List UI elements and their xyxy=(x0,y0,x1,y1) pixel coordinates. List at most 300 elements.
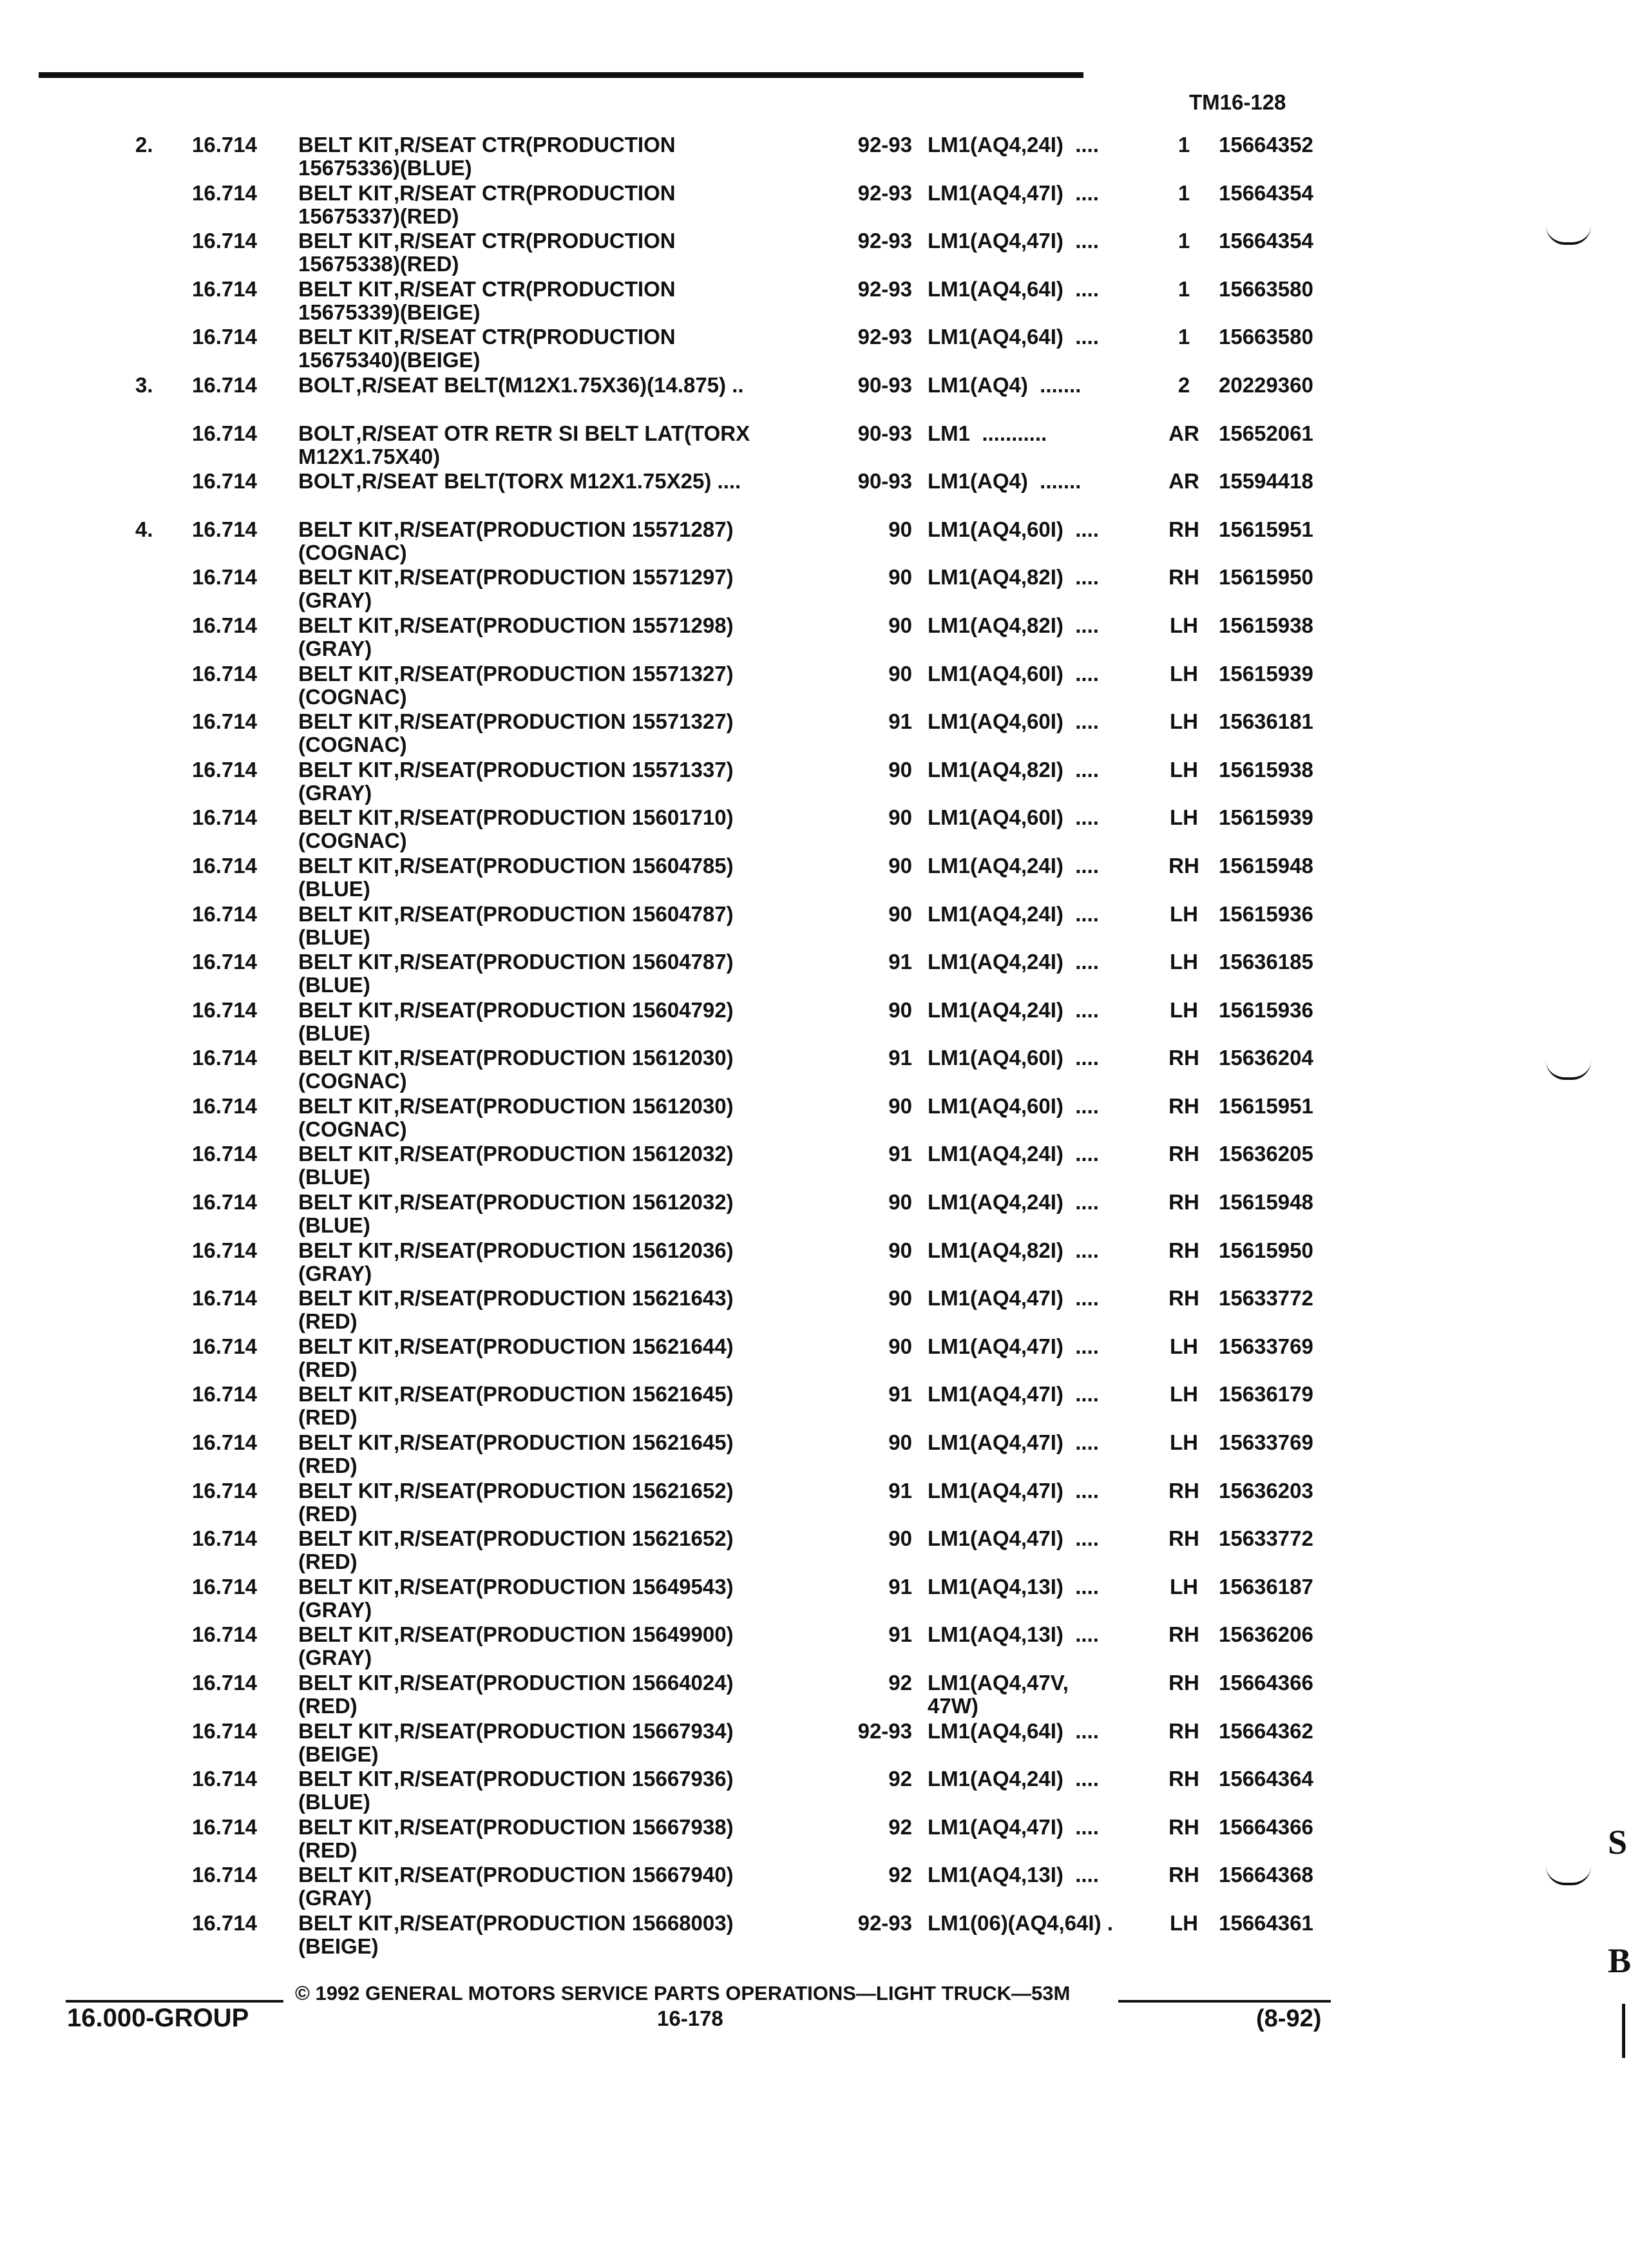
part-number: 15594418 xyxy=(1219,469,1313,494)
model-years: 92 xyxy=(888,1767,912,1791)
part-name: BELT KIT xyxy=(298,565,393,590)
part-number: 15615951 xyxy=(1219,1093,1313,1118)
model-usage xyxy=(928,1863,1099,1887)
part-description xyxy=(298,854,839,901)
model-years: 90-93 xyxy=(857,469,912,494)
figure-number: 4. xyxy=(135,517,153,541)
part-name: BELT KIT xyxy=(298,1430,393,1455)
group-number: 16.714 xyxy=(192,853,257,878)
part-detail: ,R/SEAT(PRODUCTION 15667936) xyxy=(394,1767,734,1791)
parts-row xyxy=(0,1767,1385,1816)
part-detail-continued: (COGNAC) xyxy=(298,1117,407,1141)
model-usage xyxy=(928,1239,1099,1262)
part-detail: ,R/SEAT CTR(PRODUCTION xyxy=(394,180,676,205)
model-years: 90 xyxy=(888,661,912,686)
model-years: 92 xyxy=(888,1671,912,1695)
part-detail: ,R/SEAT(PRODUCTION 15571297) xyxy=(394,565,734,590)
group-number: 16.714 xyxy=(192,565,257,590)
part-number: 15615936 xyxy=(1219,997,1313,1022)
part-number: 15615936 xyxy=(1219,901,1313,926)
part-detail: ,R/SEAT(PRODUCTION 15649900) xyxy=(394,1622,734,1647)
part-description xyxy=(298,1142,839,1189)
model-years: 90 xyxy=(888,1430,912,1455)
parts-row xyxy=(0,806,1385,854)
part-name: BELT KIT xyxy=(298,997,393,1022)
part-detail-continued: (BLUE) xyxy=(298,925,370,949)
parts-row xyxy=(0,662,1385,711)
model-usage-line: LM1(AQ4,64I) .... xyxy=(928,1718,1099,1743)
parts-row xyxy=(0,1046,1385,1095)
model-usage-continued: 47W) xyxy=(928,1694,978,1718)
part-name: BELT KIT xyxy=(298,901,393,926)
part-description xyxy=(298,518,839,564)
part-detail: ,R/SEAT(PRODUCTION 15571327) xyxy=(394,709,734,734)
group-number: 16.714 xyxy=(192,229,257,253)
part-detail-continued: (COGNAC) xyxy=(298,1069,407,1093)
parts-row xyxy=(0,1095,1385,1143)
part-number: 15636181 xyxy=(1219,709,1313,734)
model-usage xyxy=(928,1575,1099,1599)
part-detail: ,R/SEAT CTR(PRODUCTION xyxy=(394,229,676,253)
quantity: RH xyxy=(1168,853,1199,878)
part-number: 15663580 xyxy=(1219,276,1313,301)
part-number: 15636179 xyxy=(1219,1382,1313,1407)
group-number: 16.714 xyxy=(192,1767,257,1791)
part-detail: ,R/SEAT(PRODUCTION 15621645) xyxy=(394,1382,734,1407)
model-usage xyxy=(928,710,1099,733)
part-name: BELT KIT xyxy=(298,1190,393,1215)
part-name: BELT KIT xyxy=(298,276,393,301)
model-usage-line: LM1(AQ4,47I) .... xyxy=(928,1286,1099,1311)
parts-row xyxy=(0,854,1385,903)
model-years: 92-93 xyxy=(857,325,912,349)
model-usage xyxy=(928,374,1081,397)
part-detail: ,R/SEAT(PRODUCTION 15667938) xyxy=(394,1814,734,1839)
part-description xyxy=(298,614,839,660)
part-name: BELT KIT xyxy=(298,1334,393,1358)
model-usage xyxy=(928,1383,1099,1406)
part-number: 15664352 xyxy=(1219,133,1313,157)
group-number: 16.714 xyxy=(192,1814,257,1839)
parts-row xyxy=(0,710,1385,758)
model-usage xyxy=(928,470,1081,493)
part-description xyxy=(298,566,839,612)
part-number: 15664368 xyxy=(1219,1863,1313,1887)
part-name: BELT KIT xyxy=(298,1046,393,1070)
part-number: 15664354 xyxy=(1219,180,1313,205)
parts-row xyxy=(0,1720,1385,1768)
group-number: 16.714 xyxy=(192,1526,257,1551)
quantity: LH xyxy=(1170,1910,1198,1935)
parts-row xyxy=(0,278,1385,326)
model-usage-line: LM1(AQ4,47I) .... xyxy=(928,1814,1099,1839)
model-usage xyxy=(928,1720,1099,1743)
part-number: 15633772 xyxy=(1219,1286,1313,1311)
copyright-notice: © 1992 GENERAL MOTORS SERVICE PARTS OPERATIONS—LIGHT TRUCK—53M xyxy=(295,1982,1071,2004)
part-name: BOLT xyxy=(298,372,355,397)
part-detail-continued: (BLUE) xyxy=(298,1165,370,1189)
part-detail-continued: (GRAY) xyxy=(298,636,372,660)
part-name: BELT KIT xyxy=(298,805,393,830)
model-years: 90 xyxy=(888,1286,912,1311)
part-detail: ,R/SEAT(PRODUCTION 15668003) xyxy=(394,1910,734,1935)
part-detail-continued: (GRAY) xyxy=(298,1646,372,1670)
group-number: 16.714 xyxy=(192,805,257,830)
quantity: AR xyxy=(1168,421,1199,445)
model-years: 91 xyxy=(888,1142,912,1166)
group-number: 16.714 xyxy=(192,1093,257,1118)
quantity: RH xyxy=(1168,565,1199,590)
part-name: BELT KIT xyxy=(298,1382,393,1407)
check-mark xyxy=(1546,226,1591,245)
part-description xyxy=(298,950,839,997)
part-number: 15633772 xyxy=(1219,1526,1313,1551)
model-usage xyxy=(928,1095,1099,1118)
group-number: 16.714 xyxy=(192,1574,257,1599)
part-detail-continued: (BEIGE) xyxy=(298,1934,379,1958)
part-description xyxy=(298,758,839,805)
part-detail: ,R/SEAT(PRODUCTION 15604787) xyxy=(394,950,734,974)
group-number: 16.714 xyxy=(192,997,257,1022)
parts-row xyxy=(0,1479,1385,1528)
quantity: LH xyxy=(1170,661,1198,686)
group-number: 16.714 xyxy=(192,469,257,494)
model-years: 90 xyxy=(888,517,912,541)
group-number: 16.714 xyxy=(192,1334,257,1358)
model-years: 92-93 xyxy=(857,229,912,253)
group-number: 16.714 xyxy=(192,661,257,686)
part-number: 15664366 xyxy=(1219,1814,1313,1839)
model-usage-line: LM1(AQ4,24I) .... xyxy=(928,997,1099,1022)
part-description xyxy=(298,1046,839,1093)
group-number: 16.714 xyxy=(192,1622,257,1647)
part-description xyxy=(298,229,839,276)
model-usage-line: LM1(AQ4,47I) .... xyxy=(928,1334,1099,1358)
quantity: RH xyxy=(1168,1190,1199,1215)
part-detail-continued: (BLUE) xyxy=(298,1213,370,1238)
quantity: RH xyxy=(1168,1671,1199,1695)
model-years: 91 xyxy=(888,709,912,734)
footer-rule-left xyxy=(66,2000,283,2003)
model-usage-line: LM1(AQ4,82I) .... xyxy=(928,565,1099,590)
model-years: 91 xyxy=(888,1622,912,1647)
parts-row xyxy=(0,1142,1385,1191)
part-name: BELT KIT xyxy=(298,133,393,157)
model-usage-line: LM1(AQ4,64I) .... xyxy=(928,276,1099,301)
part-detail: ,R/SEAT(PRODUCTION 15621643) xyxy=(394,1286,734,1311)
parts-row xyxy=(0,229,1385,278)
quantity: LH xyxy=(1170,1430,1198,1455)
parts-row xyxy=(0,1671,1385,1720)
group-number: 16.714 xyxy=(192,1142,257,1166)
check-mark xyxy=(1546,1061,1591,1080)
quantity: 1 xyxy=(1178,180,1190,205)
part-detail-continued: (BEIGE) xyxy=(298,1742,379,1766)
quantity: 1 xyxy=(1178,133,1190,157)
part-name: BELT KIT xyxy=(298,1574,393,1599)
edge-bar xyxy=(1622,2004,1625,2058)
quantity: LH xyxy=(1170,757,1198,782)
part-description xyxy=(298,1287,839,1333)
quantity: RH xyxy=(1168,1142,1199,1166)
model-usage-line: LM1(AQ4,47I) .... xyxy=(928,180,1099,205)
model-usage xyxy=(928,422,1047,445)
model-usage-line: LM1(AQ4,24I) .... xyxy=(928,1767,1099,1791)
model-years: 91 xyxy=(888,950,912,974)
part-detail: ,R/SEAT OTR RETR SI BELT LAT(TORX xyxy=(356,421,750,445)
part-name: BELT KIT xyxy=(298,613,393,637)
model-usage-line: LM1(AQ4,13I) .... xyxy=(928,1574,1099,1599)
model-usage-line: LM1(AQ4,64I) .... xyxy=(928,325,1099,349)
part-detail-continued: 15675339)(BEIGE) xyxy=(298,300,481,324)
model-usage xyxy=(928,518,1099,541)
part-description xyxy=(298,1239,839,1285)
model-years: 91 xyxy=(888,1382,912,1407)
part-description xyxy=(298,1912,839,1958)
part-description xyxy=(298,1623,839,1669)
parts-row xyxy=(0,903,1385,951)
part-detail-continued: 15675336)(BLUE) xyxy=(298,156,472,180)
model-years: 92-93 xyxy=(857,180,912,205)
parts-row xyxy=(0,182,1385,230)
part-detail-continued: (GRAY) xyxy=(298,588,372,613)
part-name: BELT KIT xyxy=(298,229,393,253)
quantity: LH xyxy=(1170,613,1198,637)
quantity: RH xyxy=(1168,1767,1199,1791)
part-detail-continued: (COGNAC) xyxy=(298,733,407,757)
quantity: RH xyxy=(1168,1286,1199,1311)
part-description xyxy=(298,470,839,493)
quantity: LH xyxy=(1170,997,1198,1022)
quantity: LH xyxy=(1170,1574,1198,1599)
part-number: 15615948 xyxy=(1219,853,1313,878)
parts-row xyxy=(0,1239,1385,1287)
model-years: 90 xyxy=(888,1526,912,1551)
part-number: 15664362 xyxy=(1219,1718,1313,1743)
part-description xyxy=(298,325,839,372)
part-detail-continued: M12X1.75X40) xyxy=(298,444,441,468)
model-usage-line: LM1(06)(AQ4,64I) . xyxy=(928,1910,1113,1935)
model-usage-line: LM1(AQ4) ....... xyxy=(928,469,1082,494)
group-number: 16.714 xyxy=(192,901,257,926)
part-detail-continued: 15675337)(RED) xyxy=(298,204,459,228)
model-usage xyxy=(928,662,1099,686)
part-number: 15636204 xyxy=(1219,1046,1313,1070)
model-usage xyxy=(928,1912,1113,1935)
quantity: LH xyxy=(1170,950,1198,974)
part-detail-continued: (RED) xyxy=(298,1550,358,1574)
model-usage-line: LM1(AQ4,60I) .... xyxy=(928,805,1099,830)
part-detail: ,R/SEAT(PRODUCTION 15571327) xyxy=(394,661,734,686)
quantity: RH xyxy=(1168,1814,1199,1839)
part-detail-continued: (RED) xyxy=(298,1357,358,1381)
part-detail: ,R/SEAT(PRODUCTION 15621644) xyxy=(394,1334,734,1358)
model-usage-line: LM1(AQ4,60I) .... xyxy=(928,1093,1099,1118)
model-usage-line: LM1(AQ4,13I) .... xyxy=(928,1863,1099,1887)
group-number: 16.714 xyxy=(192,1478,257,1503)
model-usage-line: LM1(AQ4,60I) .... xyxy=(928,709,1099,734)
part-detail-continued: (BLUE) xyxy=(298,1790,370,1814)
part-name: BOLT xyxy=(298,469,355,494)
quantity: 1 xyxy=(1178,276,1190,301)
part-detail: ,R/SEAT(PRODUCTION 15612032) xyxy=(394,1190,734,1215)
part-detail: ,R/SEAT(PRODUCTION 15601710) xyxy=(394,805,734,830)
parts-row xyxy=(0,470,1385,518)
model-usage xyxy=(928,999,1099,1022)
part-name: BELT KIT xyxy=(298,853,393,878)
group-number: 16.714 xyxy=(192,133,257,157)
model-usage xyxy=(928,950,1099,974)
group-number: 16.714 xyxy=(192,1190,257,1215)
part-description xyxy=(298,1095,839,1141)
model-usage-line: LM1(AQ4,24I) .... xyxy=(928,853,1099,878)
part-name: BELT KIT xyxy=(298,1238,393,1262)
part-description xyxy=(298,422,839,468)
part-detail: ,R/SEAT(PRODUCTION 15612032) xyxy=(394,1142,734,1166)
group-number: 16.714 xyxy=(192,180,257,205)
model-usage xyxy=(928,903,1099,926)
part-description xyxy=(298,1431,839,1477)
part-description xyxy=(298,1191,839,1237)
part-description xyxy=(298,1863,839,1910)
figure-number: 2. xyxy=(135,133,153,157)
part-detail: ,R/SEAT BELT(TORX M12X1.75X25) .... xyxy=(356,469,741,494)
parts-row xyxy=(0,1816,1385,1864)
part-number: 15664354 xyxy=(1219,229,1313,253)
model-usage-line: LM1(AQ4,82I) .... xyxy=(928,613,1099,637)
edge-letter: S xyxy=(1608,1823,1628,1861)
model-usage-line: LM1(AQ4,82I) .... xyxy=(928,1238,1099,1262)
part-description xyxy=(298,662,839,709)
part-description xyxy=(298,710,839,756)
part-name: BELT KIT xyxy=(298,1671,393,1695)
part-detail: ,R/SEAT CTR(PRODUCTION xyxy=(394,133,676,157)
model-usage xyxy=(928,1191,1099,1214)
part-number: 20229360 xyxy=(1219,372,1313,397)
quantity: RH xyxy=(1168,1718,1199,1743)
part-name: BELT KIT xyxy=(298,1286,393,1311)
part-number: 15636187 xyxy=(1219,1574,1313,1599)
model-years: 90 xyxy=(888,1334,912,1358)
part-number: 15664361 xyxy=(1219,1910,1313,1935)
part-detail-continued: (RED) xyxy=(298,1454,358,1478)
part-name: BELT KIT xyxy=(298,1142,393,1166)
parts-row xyxy=(0,566,1385,614)
part-number: 15636185 xyxy=(1219,950,1313,974)
part-detail-continued: (RED) xyxy=(298,1501,358,1526)
model-usage-line: LM1(AQ4,60I) .... xyxy=(928,1046,1099,1070)
group-number: 16.714 xyxy=(192,1430,257,1455)
part-detail-continued: (BLUE) xyxy=(298,1021,370,1045)
part-number: 15615950 xyxy=(1219,1238,1313,1262)
quantity: AR xyxy=(1168,469,1199,494)
part-detail-continued: 15675340)(BEIGE) xyxy=(298,348,481,372)
part-description xyxy=(298,278,839,324)
part-name: BELT KIT xyxy=(298,709,393,734)
model-usage xyxy=(928,854,1099,878)
part-name: BELT KIT xyxy=(298,1814,393,1839)
page-number: 16-178 xyxy=(657,2006,723,2030)
model-years: 90 xyxy=(888,853,912,878)
model-years: 92-93 xyxy=(857,133,912,157)
part-detail-continued: (RED) xyxy=(298,1694,358,1718)
part-name: BELT KIT xyxy=(298,1767,393,1791)
part-name: BELT KIT xyxy=(298,950,393,974)
part-detail: ,R/SEAT(PRODUCTION 15621652) xyxy=(394,1478,734,1503)
group-number: 16.714 xyxy=(192,1910,257,1935)
quantity: LH xyxy=(1170,709,1198,734)
part-detail: ,R/SEAT(PRODUCTION 15604785) xyxy=(394,853,734,878)
model-years: 90 xyxy=(888,1093,912,1118)
parts-row xyxy=(0,614,1385,662)
part-number: 15615951 xyxy=(1219,517,1313,541)
group-number: 16.714 xyxy=(192,1718,257,1743)
model-usage xyxy=(928,1335,1099,1358)
part-name: BELT KIT xyxy=(298,661,393,686)
model-years: 90 xyxy=(888,613,912,637)
model-usage xyxy=(928,1479,1099,1503)
group-number: 16.714 xyxy=(192,1046,257,1070)
part-name: BELT KIT xyxy=(298,1718,393,1743)
check-mark xyxy=(1546,1866,1591,1885)
part-detail-continued: (GRAY) xyxy=(298,1886,372,1910)
quantity: LH xyxy=(1170,805,1198,830)
group-number: 16.714 xyxy=(192,517,257,541)
part-description xyxy=(298,1767,839,1814)
part-number: 15633769 xyxy=(1219,1334,1313,1358)
parts-row xyxy=(0,1287,1385,1335)
document-id: TM16-128 xyxy=(1189,90,1286,114)
model-years: 90-93 xyxy=(857,421,912,445)
parts-row xyxy=(0,1575,1385,1624)
part-number: 15615950 xyxy=(1219,565,1313,590)
model-usage-line: LM1(AQ4) ....... xyxy=(928,372,1082,397)
part-detail: ,R/SEAT(PRODUCTION 15621652) xyxy=(394,1526,734,1551)
model-usage-line: LM1(AQ4,60I) .... xyxy=(928,661,1099,686)
parts-row xyxy=(0,758,1385,807)
parts-row xyxy=(0,1912,1385,1960)
part-name: BELT KIT xyxy=(298,1910,393,1935)
model-usage-line: LM1(AQ4,24I) .... xyxy=(928,133,1099,157)
group-number: 16.714 xyxy=(192,709,257,734)
part-number: 15615938 xyxy=(1219,757,1313,782)
parts-row xyxy=(0,1431,1385,1479)
model-years: 90-93 xyxy=(857,372,912,397)
model-years: 91 xyxy=(888,1478,912,1503)
parts-row xyxy=(0,1383,1385,1431)
part-number: 15652061 xyxy=(1219,421,1313,445)
part-detail: ,R/SEAT BELT(M12X1.75X36)(14.875) .. xyxy=(356,372,744,397)
part-description xyxy=(298,1527,839,1573)
model-years: 90 xyxy=(888,757,912,782)
parts-row xyxy=(0,133,1385,182)
model-usage-line: LM1(AQ4,60I) .... xyxy=(928,517,1099,541)
parts-row xyxy=(0,1191,1385,1239)
group-number: 16.714 xyxy=(192,325,257,349)
group-number: 16.714 xyxy=(192,372,257,397)
model-years: 90 xyxy=(888,997,912,1022)
part-number: 15615939 xyxy=(1219,805,1313,830)
part-detail-continued: (GRAY) xyxy=(298,1597,372,1622)
model-usage xyxy=(928,806,1099,829)
group-number: 16.714 xyxy=(192,757,257,782)
part-detail-continued: (RED) xyxy=(298,1309,358,1334)
part-number: 15615938 xyxy=(1219,613,1313,637)
quantity: RH xyxy=(1168,1526,1199,1551)
part-detail-continued: (GRAY) xyxy=(298,780,372,805)
part-detail: ,R/SEAT(PRODUCTION 15612036) xyxy=(394,1238,734,1262)
parts-row xyxy=(0,950,1385,999)
